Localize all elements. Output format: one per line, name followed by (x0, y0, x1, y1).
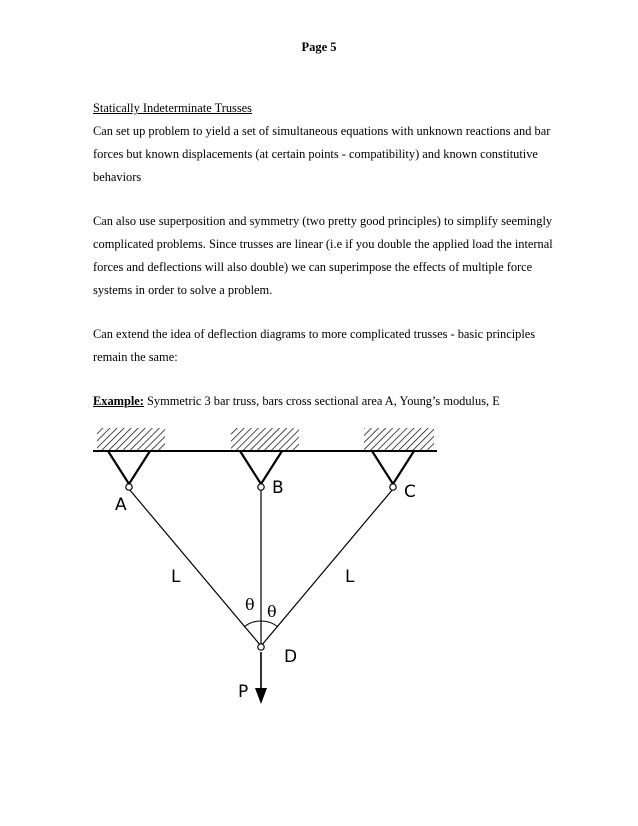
load-arrow-head (255, 688, 267, 704)
paragraph-indeterminate: Can set up problem to yield a set of simultaneous equations with unknown reactions and bar forces but known displacements (at certain points - compatibility) and known constitutive behaviors (93, 124, 551, 184)
page-number: Page 5 (301, 40, 337, 54)
label-load: P (238, 682, 249, 702)
example-label: Example: (93, 394, 144, 408)
label-node-d: D (284, 647, 298, 667)
support-a (108, 451, 150, 484)
ground-hatch-c (364, 428, 434, 451)
support-c (372, 451, 414, 484)
paragraph-superposition: Can also use superposition and symmetry (two pretty good principles) to simplify seemingly complicated problems. Since trusses are linear (i.e if you double the applied load the internal forces and deflections will also double) we can superimpose the effects of multiple force systems in order to solve a problem. (93, 214, 553, 297)
section-heading: Statically Indeterminate Trusses (93, 101, 252, 115)
ground-hatch-b (231, 428, 299, 451)
label-bar-left-length: L (171, 567, 181, 587)
label-bar-right-length: L (345, 567, 355, 587)
label-angle-left: θ (245, 595, 255, 614)
pin-b (258, 484, 264, 490)
label-angle-right: θ (267, 602, 277, 621)
example-text: Symmetric 3 bar truss, bars cross sectional area A, Young’s modulus, E (143, 394, 500, 408)
bar-cd (261, 489, 393, 646)
ground-hatch-a (97, 428, 165, 451)
angle-arc-left (244, 621, 261, 627)
label-node-b: B (272, 478, 284, 498)
paragraph-deflection-diagrams: Can extend the idea of deflection diagrams to more complicated trusses - basic principles remain the same: (93, 327, 536, 364)
pin-d (258, 644, 264, 650)
angle-arc-right (261, 621, 278, 627)
label-node-c: C (404, 482, 416, 502)
label-node-a: A (115, 495, 127, 515)
pin-c (390, 484, 396, 490)
pin-a (126, 484, 132, 490)
bar-ad (129, 489, 261, 646)
